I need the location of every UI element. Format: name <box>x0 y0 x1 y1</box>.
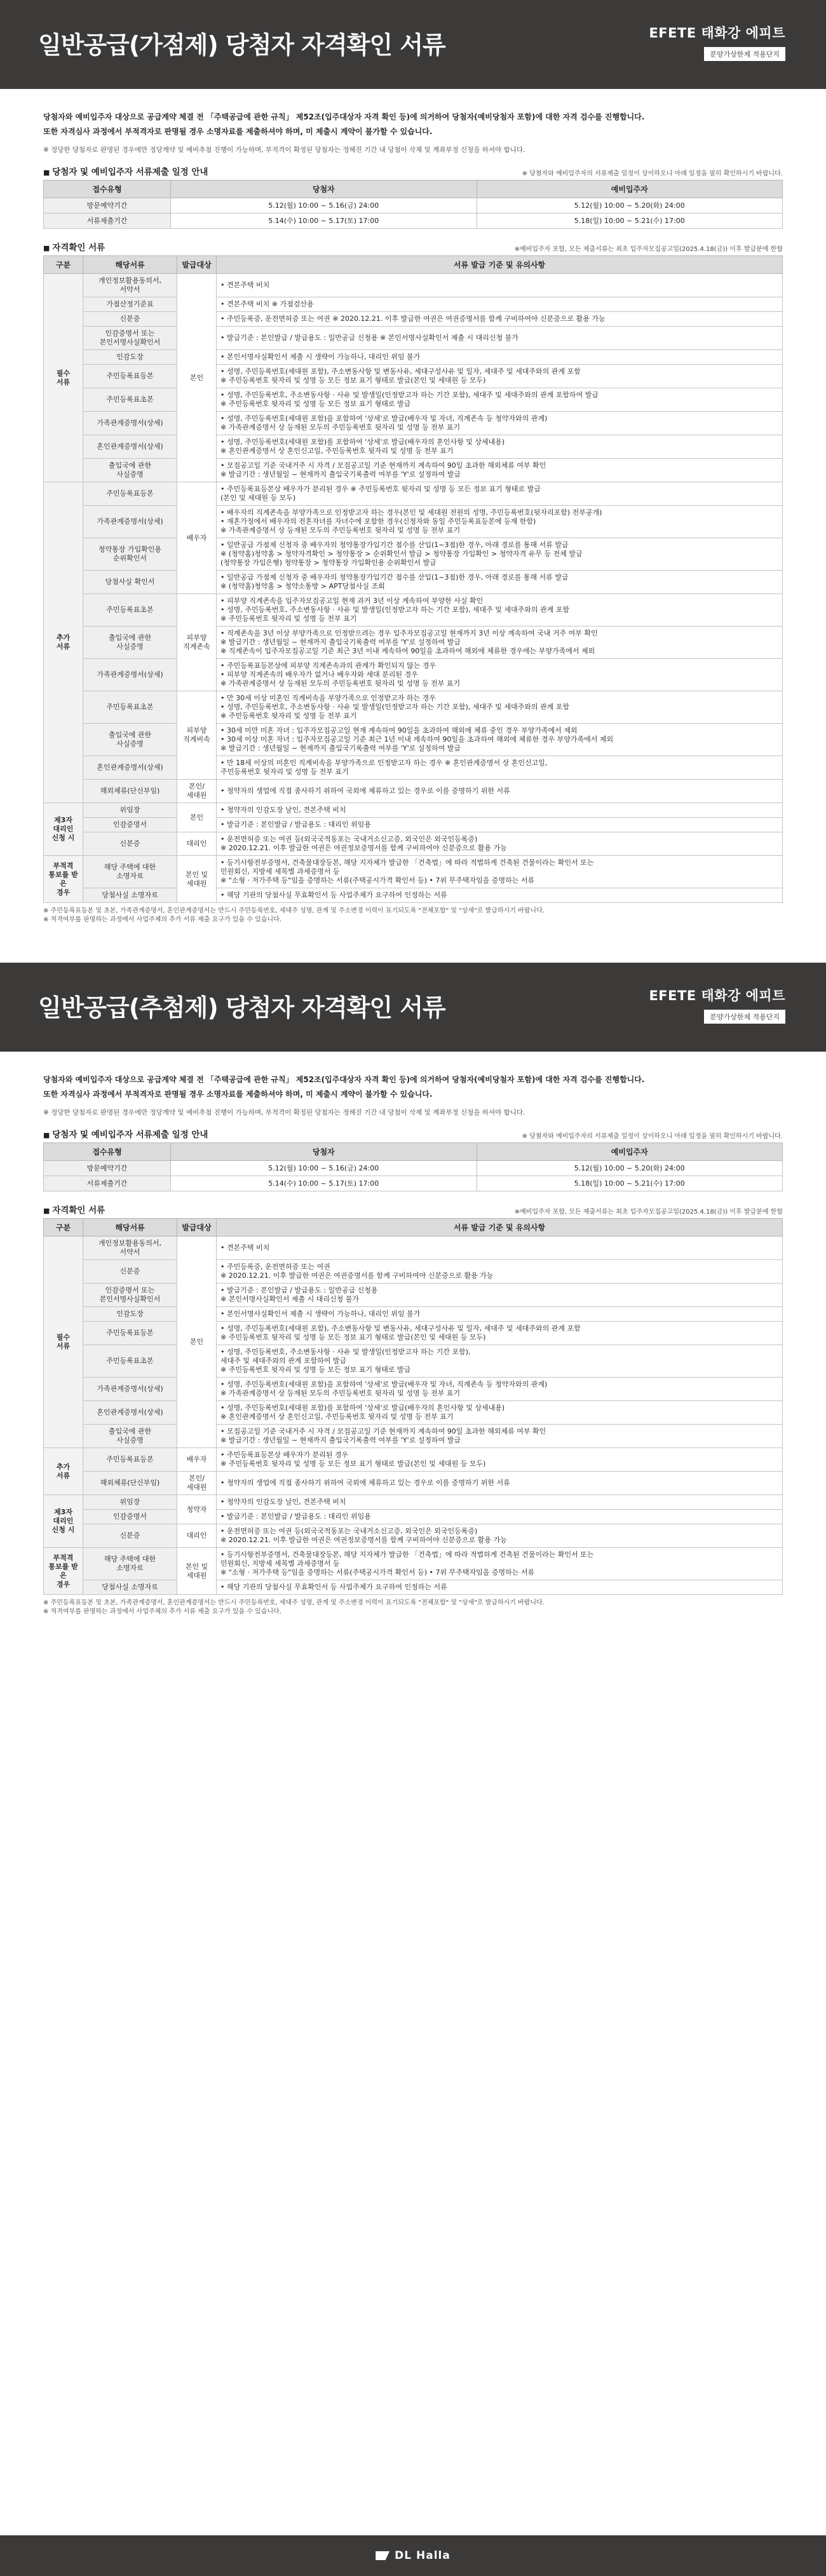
document-row <box>44 506 783 538</box>
document-name: 인감도장 <box>83 1307 177 1322</box>
document-row <box>44 1401 783 1425</box>
schedule-title: ■ 당첨자 및 예비입주자 서류제출 일정 안내 <box>43 165 208 177</box>
document-criteria: • 청약자의 생업에 직접 종사하기 위하여 국외에 체류하고 있는 경우로 이를 증명하기 위한 서류 <box>217 780 783 803</box>
schedule-cell: 5.12(월) 10:00 ~ 5.16(금) 24:00 <box>171 198 477 214</box>
brand-name: EFETE 태화강 에피트 <box>649 25 785 41</box>
document-name: 신분증 <box>83 1260 177 1284</box>
document-name: 주민등록표등본 <box>83 482 177 506</box>
document-criteria: • 본인서명사실확인서 제출 시 생략이 가능하나, 대리인 위임 불가 <box>217 350 783 365</box>
documents-note: ※예비입주자 포함, 모든 제출서류는 최초 입주자모집공고일(2025.4.18(금)) 이후 발급분에 한함 <box>514 1209 783 1216</box>
schedule-cell: 5.12(월) 10:00 ~ 5.20(화) 24:00 <box>477 1161 783 1176</box>
document-row <box>44 538 783 571</box>
group-label: 추가 서류 <box>44 482 83 803</box>
document-name: 개인정보활용동의서, 서약서 <box>83 274 177 297</box>
document-name: 인감증명서 또는 본인서명사실확인서 <box>83 1284 177 1307</box>
document-criteria: • 만 30세 이상 미혼인 직계비속을 부양가족으로 인정받고자 하는 경우 • 성명, 주민등록번호, 주소변동사항 · 사유 및 발생일(인정받고자 하는 기간 포함), 세대주 및 세대주와의 관계 포함 ※ 주민등록번호 뒷자리 및 성명 등 전부 표기 <box>217 691 783 724</box>
document-row <box>44 659 783 691</box>
document-name: 해당 주택에 대한 소명자료 <box>83 856 177 888</box>
footer-logo-bar <box>0 2535 826 2576</box>
document-criteria: • 운전면허증 또는 여권 등(외국국적동포는 국내거소신고증, 외국인은 외국인등록증) ※ 2020.12.21. 이후 발급한 여권은 여권정보증명서를 함께 구비하여야 신분증으로 활용 가능 <box>217 1524 783 1548</box>
issue-target: 본인 및 세대원 <box>177 856 217 903</box>
documents-header: 발급대상 <box>177 1219 217 1237</box>
brand-badge: 분양가상한제 적용단지 <box>704 1010 785 1024</box>
document-name: 인감증명서 <box>83 818 177 832</box>
document-name: 출입국에 관한 사실증명 <box>83 459 177 482</box>
schedule-cell: 5.12(월) 10:00 ~ 5.16(금) 24:00 <box>171 1161 477 1176</box>
document-name: 청약통장 가입확인용 순위확인서 <box>83 538 177 571</box>
document-name: 가족관계증명서(상세) <box>83 1378 177 1401</box>
document-criteria: • 주민등록증, 운전면허증 또는 여권 ※ 2020.12.21. 이후 발급한 여권은 여권증명서를 함께 구비하여야 신분증으로 활용 가능 <box>217 312 783 327</box>
document-criteria: • 청약자의 인감도장 날인, 견본주택 비치 <box>217 803 783 818</box>
documents-body <box>44 1237 783 1595</box>
document-criteria: • 발급기준 : 본인발급 / 발급용도 : 일반공급 신청용 ※ 본인서명사실확인서 제출 시 대리신청 불가 <box>217 1284 783 1307</box>
document-name: 신분증 <box>83 1524 177 1548</box>
document-name: 가족관계증명서(상세) <box>83 659 177 691</box>
document-criteria: • 운전면허증 또는 여권 등(외국국적동포는 국내거소신고증, 외국인은 외국인등록증) ※ 2020.12.21. 이후 발급한 여권은 여권정보증명서를 함께 구비하여야 신분증으로 활용 가능 <box>217 832 783 856</box>
documents-table <box>43 255 783 903</box>
documents-header: 해당서류 <box>83 1219 177 1237</box>
document-criteria: • 30세 미만 미혼 자녀 : 입주자모집공고일 현재 계속하여 90일을 초과하여 해외에 체류 중인 경우 부양가족에서 제외 • 30세 이상 미혼 자녀 : 입주자모집공고일 기준 최근 1년 이내 계속하여 90일을 초과하여 해외에 체류한 경우 부양가족에서 제외 ※ 발급기간 : 생년월일 ~ 현재까지 출입국기록출력 여부를 'Y'로 설정하여 발급 <box>217 724 783 756</box>
documents-header: 구분 <box>44 1219 83 1237</box>
document-name: 신분증 <box>83 832 177 856</box>
issue-target: 배우자 <box>177 1448 217 1472</box>
dl-logo-icon <box>376 2551 389 2560</box>
document-name: 주민등록표등본 <box>83 1322 177 1345</box>
footnote: ※ 적격여부를 판명하는 과정에서 사업주체의 추가 서류 제출 요구가 있을 수 있습니다. <box>43 916 281 923</box>
issue-target: 대리인 <box>177 1524 217 1548</box>
document-row <box>44 459 783 482</box>
schedule-row <box>44 1161 783 1176</box>
document-criteria: • 성명, 주민등록번호, 주소변동사항 · 사유 및 발생일(인정받고자 하는 기간 포함), 세대주 및 세대주와의 관계 포함하여 발급 ※ 주민등록번호 뒷자리 및 성명 등 모든 정보 표기 형태로 발급 <box>217 388 783 412</box>
document-criteria: • 견본주택 비치 <box>217 1237 783 1260</box>
document-criteria: • 등기사항전부증명서, 건축물대장등본, 해당 지자체가 발급한 「건축법」에 따라 적법하게 건축된 건물이라는 확인서 또는 민원회신, 지방세 세목별 과세증명서 등 ※ "소형 · 저가주택 등"임을 증명하는 서류(주택공시가격 확인서 등) • 7위 무주택자임을 증명하는 서류 <box>217 1548 783 1580</box>
document-name: 인감도장 <box>83 350 177 365</box>
intro-line-2: 또한 자격심사 과정에서 부적격자로 판명될 경우 소명자료를 제출하셔야 하며, 미 제출시 계약이 불가할 수 있습니다. <box>43 1090 433 1099</box>
document-name: 위임장 <box>83 803 177 818</box>
schedule-cell: 방문예약기간 <box>44 1161 171 1176</box>
document-row <box>44 412 783 435</box>
document-name: 해외체류(단신부임) <box>83 1472 177 1495</box>
document-criteria: • 모집공고일 기준 국내거주 시 자격 / 모집공고일 기준 현재까지 계속하여 90일 초과한 해외체류 여부 확인 ※ 발급기간 : 생년월일 ~ 현재까지 출입국기록출력 여부를 'Y'로 설정하여 발급 <box>217 1425 783 1448</box>
document-row <box>44 1345 783 1378</box>
group-label: 필수 서류 <box>44 274 83 482</box>
document-row <box>44 327 783 350</box>
document-row <box>44 594 783 627</box>
document-name: 인감증명서 <box>83 1510 177 1524</box>
document-name: 혼인관계증명서(상세) <box>83 1401 177 1425</box>
documents-title: ■ 자격확인 서류 <box>43 1203 105 1216</box>
footer-logo-text: DL Halla <box>395 2549 450 2562</box>
schedule-note: ※ 당첨자와 예비입주자의 서류제출 일정이 상이하오니 아래 일정을 필히 확인하시기 바랍니다. <box>522 170 783 177</box>
document-criteria: • 견본주택 비치 <box>217 274 783 297</box>
document-criteria: • 해당 기관의 당첨사실 무효확인서 등 사업주체가 요구하여 인정하는 서류 <box>217 888 783 903</box>
section-point-system <box>0 0 826 925</box>
document-name: 주민등록표초본 <box>83 388 177 412</box>
brand-badge: 분양가상한제 적용단지 <box>704 47 785 61</box>
document-name: 주민등록표등본 <box>83 365 177 388</box>
document-criteria: • 발급기준 : 본인발급 / 발급용도 : 대리인 위임용 <box>217 818 783 832</box>
document-name: 가족관계증명서(상세) <box>83 412 177 435</box>
document-row <box>44 780 783 803</box>
schedule-row <box>44 198 783 214</box>
document-criteria: • 모집공고일 기준 국내거주 시 자격 / 모집공고일 기준 현재까지 계속하여 90일 초과한 해외체류 여부 확인 ※ 발급기간 : 생년월일 ~ 현재까지 출입국기록출력 여부를 'Y'로 설정하여 발급 <box>217 459 783 482</box>
schedule-header: 접수유형 <box>44 180 171 198</box>
document-row <box>44 571 783 594</box>
document-row <box>44 1284 783 1307</box>
document-name: 주민등록표초본 <box>83 691 177 724</box>
document-row <box>44 1260 783 1284</box>
footnote: ※ 적격여부를 판명하는 과정에서 사업주체의 추가 서류 제출 요구가 있을 수 있습니다. <box>43 1608 281 1615</box>
document-criteria: • 주민등록표등본상 배우자가 분리된 경우 ※ 주민등록번호 뒷자리 및 성명 등 모든 정보 표기 형태로 발급(본인 및 세대원 등 모두) <box>217 1448 783 1472</box>
documents-header: 발급대상 <box>177 256 217 274</box>
document-criteria: • 주민등록증, 운전면허증 또는 여권 ※ 2020.12.21. 이후 발급한 여권은 여권증명서를 함께 구비하여야 신분증으로 활용 가능 <box>217 1260 783 1284</box>
document-name: 개인정보활용동의서, 서약서 <box>83 1237 177 1260</box>
document-row <box>44 1580 783 1595</box>
documents-header: 구분 <box>44 256 83 274</box>
document-criteria: • 성명, 주민등록번호(세대원 포함)를 포함하여 '상세'로 발급(배우자의 혼인사항 및 상세내용) ※ 혼인관계증명서 상 혼인신고일, 주민등록번호 뒷자리 및 성명 등 전부 표기 <box>217 435 783 459</box>
page-title: 일반공급(추첨제) 당첨자 자격확인 서류 <box>38 994 445 1022</box>
document-criteria: • 성명, 주민등록번호, 주소변동사항 · 사유 및 발생일(인정받고자 하는 기간 포함), 세대주 및 세대주와의 관계 포함하여 발급 ※ 주민등록번호 뒷자리 및 성명 등 모든 정보 표기 형태로 발급 <box>217 1345 783 1378</box>
document-criteria: • 발급기준 : 본인발급 / 발급용도 : 일반공급 신청용 ※ 본인서명사실확인서 제출 시 대리신청 불가 <box>217 327 783 350</box>
issue-target: 본인 <box>177 274 217 482</box>
document-criteria: • 성명, 주민등록번호(세대원 포함)을 포함하여 '상세'로 발급(배우자 및 자녀, 직계존속 등 청약자와의 관계) ※ 가족관계증명서 상 등재된 모두의 주민등록번호 뒷자리 및 성명 등 전부 표기 <box>217 412 783 435</box>
document-name: 가족관계증명서(상세) <box>83 506 177 538</box>
schedule-header: 예비입주자 <box>477 180 783 198</box>
issue-target: 배우자 <box>177 482 217 594</box>
issue-target: 피부양 직계비속 <box>177 691 217 780</box>
document-criteria: • 등기사항전부증명서, 건축물대장등본, 해당 지자체가 발급한 「건축법」에 따라 적법하게 건축된 건물이라는 확인서 또는 민원회신, 지방세 세목별 과세증명서 등 ※ "소형 · 저가주택 등"임을 증명하는 서류(주택공시가격 확인서 등) • 7위 무주택자임을 증명하는 서류 <box>217 856 783 888</box>
issue-target: 피부양 직계존속 <box>177 594 217 691</box>
issue-target: 본인/ 세대원 <box>177 780 217 803</box>
documents-header: 서류 발급 기준 및 유의사항 <box>217 256 783 274</box>
schedule-header: 예비입주자 <box>477 1143 783 1161</box>
document-name: 인감증명서 또는 본인서명사실확인서 <box>83 327 177 350</box>
document-criteria: • 성명, 주민등록번호(세대원 포함), 주소변동사항 및 변동사유, 세대구성사유 및 일자, 세대주 및 세대주와의 관계 포함 ※ 주민등록번호 뒷자리 및 성명 등 모든 정보 표기 형태로 발급(본인 및 세대원 등 모두) <box>217 365 783 388</box>
document-criteria: • 발급기준 : 본인발급 / 발급용도 : 대리인 위임용 <box>217 1510 783 1524</box>
document-row <box>44 274 783 297</box>
document-row <box>44 1495 783 1510</box>
document-criteria: • 성명, 주민등록번호(세대원 포함), 주소변동사항 및 변동사유, 세대구성사유 및 일자, 세대주 및 세대주와의 관계 포함 ※ 주민등록번호 뒷자리 및 성명 등 모든 정보 표기 형태로 발급(본인 및 세대원 등 모두) <box>217 1322 783 1345</box>
document-row <box>44 350 783 365</box>
document-name: 주민등록표초본 <box>83 594 177 627</box>
document-row <box>44 832 783 856</box>
document-row <box>44 691 783 724</box>
footnote: ※ 주민등록표등본 및 초본, 가족관계증명서, 혼인관계증명서는 반드시 주민등록번호, 세대주 성명, 관계 및 주소변경 이력이 표기되도록 "전체포함" 및 "상세"로 발급하시기 바랍니다. <box>43 1599 545 1606</box>
document-row <box>44 482 783 506</box>
document-criteria: • 성명, 주민등록번호(세대원 포함)를 포함하여 '상세'로 발급(배우자의 혼인사항 및 상세내용) ※ 혼인관계증명서 상 혼인신고일, 주민등록번호 뒷자리 및 성명 등 전부 표기 <box>217 1401 783 1425</box>
issue-target: 청약자 <box>177 1495 217 1524</box>
document-row <box>44 724 783 756</box>
document-criteria: • 청약자의 생업에 직접 종사하기 위하여 국외에 체류하고 있는 경우로 이를 증명하기 위한 서류 <box>217 1472 783 1495</box>
document-criteria: • 주민등록표등본상에 피부양 직계존속과의 관계가 확인되지 않는 경우 • 피부양 직계존속의 배우자가 없거나 배우자와 세대 분리된 경우 ※ 가족관계증명서 상 등재된 모두의 주민등록번호 뒷자리 및 성명 등 전부 표기 <box>217 659 783 691</box>
group-label: 부적격 통보를 받은 경우 <box>44 856 83 903</box>
document-row <box>44 1322 783 1345</box>
documents-title: ■ 자격확인 서류 <box>43 240 105 253</box>
schedule-title: ■ 당첨자 및 예비입주자 서류제출 일정 안내 <box>43 1127 208 1140</box>
document-row <box>44 388 783 412</box>
document-row <box>44 818 783 832</box>
group-label: 제3자 대리인 신청 시 <box>44 1495 83 1548</box>
document-name: 신분증 <box>83 312 177 327</box>
document-name: 주민등록표등본 <box>83 1448 177 1472</box>
intro-line-1: 당첨자와 예비입주자 대상으로 공급계약 체결 전 「주택공급에 관한 규칙」 제52조(입주대상자 자격 확인 등)에 의거하여 당첨자(예비당첨자 포함)에 대한 자격 검수를 진행합니다. <box>43 112 645 121</box>
document-name: 당첨사실 소명자료 <box>83 888 177 903</box>
document-criteria: • 청약자의 인감도장 날인, 견본주택 비치 <box>217 1495 783 1510</box>
issue-target: 본인 및 세대원 <box>177 1548 217 1595</box>
document-name: 혼인관계증명서(상세) <box>83 435 177 459</box>
section-lottery-system <box>0 963 826 1617</box>
schedule-cell: 서류제출기간 <box>44 214 171 229</box>
document-criteria: • 해당 기관의 당첨사실 무효확인서 등 사업주체가 요구하여 인정하는 서류 <box>217 1580 783 1595</box>
document-row <box>44 1378 783 1401</box>
document-criteria: • 만 18세 이상의 미혼인 직계비속을 부양가족으로 인정받고자 하는 경우 ※ 혼인관계증명서 상 혼인신고일, 주민등록번호 뒷자리 및 성명 등 전부 표기 <box>217 756 783 780</box>
document-name: 출입국에 관한 사실증명 <box>83 1425 177 1448</box>
document-criteria: • 피부양 직계존속을 입주자모집공고일 현재 과거 3년 이상 계속하여 부양한 사실 확인 • 성명, 주민등록번호, 주소변동사항 · 사유 및 발생일(인정받고자 하는 기간 포함), 세대주 및 세대주와의 관계 포함 ※ 주민등록번호 뒷자리 및 성명 등 전부 표기 <box>217 594 783 627</box>
schedule-header: 당첨자 <box>171 1143 477 1161</box>
document-row <box>44 1524 783 1548</box>
document-name: 주민등록표초본 <box>83 1345 177 1378</box>
schedule-cell: 5.14(수) 10:00 ~ 5.17(토) 17:00 <box>171 214 477 229</box>
brand-name: EFETE 태화강 에피트 <box>649 988 785 1003</box>
document-name: 혼인관계증명서(상세) <box>83 756 177 780</box>
document-criteria: • 주민등록표등본상 배우자가 분리된 경우 ※ 주민등록번호 뒷자리 및 성명 등 모든 정보 표기 형태로 발급 (본인 및 세대원 등 모두) <box>217 482 783 506</box>
schedule-header: 당첨자 <box>171 180 477 198</box>
brand-block <box>626 986 785 1024</box>
document-row <box>44 756 783 780</box>
document-row <box>44 297 783 312</box>
issue-target: 본인/ 세대원 <box>177 1472 217 1495</box>
document-name: 출입국에 관한 사실증명 <box>83 627 177 659</box>
document-row <box>44 1237 783 1260</box>
schedule-table <box>43 1142 783 1191</box>
document-name: 가점산정기준표 <box>83 297 177 312</box>
documents-header: 서류 발급 기준 및 유의사항 <box>217 1219 783 1237</box>
document-criteria: • 본인서명사실확인서 제출 시 생략이 가능하나, 대리인 위임 불가 <box>217 1307 783 1322</box>
document-criteria: • 견본주택 비치 ※ 가점검산용 <box>217 297 783 312</box>
schedule-row <box>44 214 783 229</box>
schedule-note: ※ 당첨자와 예비입주자의 서류제출 일정이 상이하오니 아래 일정을 필히 확인하시기 바랍니다. <box>522 1133 783 1140</box>
footnote: ※ 주민등록표등본 및 초본, 가족관계증명서, 혼인관계증명서는 반드시 주민등록번호, 세대주 성명, 관계 및 주소변경 이력이 표기되도록 "전체포함" 및 "상세"로 발급하시기 바랍니다. <box>43 907 545 914</box>
schedule-cell: 방문예약기간 <box>44 198 171 214</box>
schedule-cell: 5.14(수) 10:00 ~ 5.17(토) 17:00 <box>171 1176 477 1191</box>
document-criteria: • 배우자의 직계존속을 부양가족으로 인정받고자 하는 경우(본인 및 세대원 전원의 성명, 주민등록번호(뒷자리포함) 전부공개) • 재혼가정에서 배우자의 전혼자녀를 자녀수에 포함한 경우(신청자와 동일 주민등록표등본에 등재 한함) ※ 가족관계증명서 상 등재된 모두의 주민등록번호 뒷자리 및 성명 등 전부 표기 <box>217 506 783 538</box>
issue-target: 대리인 <box>177 832 217 856</box>
document-name: 출입국에 관한 사실증명 <box>83 724 177 756</box>
schedule-cell: 5.18(일) 10:00 ~ 5.21(수) 17:00 <box>477 1176 783 1191</box>
document-row <box>44 1307 783 1322</box>
page-title: 일반공급(가점제) 당첨자 자격확인 서류 <box>38 31 445 59</box>
schedule-row <box>44 1176 783 1191</box>
section-header <box>0 0 826 89</box>
intro-note: ※ 정당한 당첨자로 판명된 경우에만 정당계약 및 예비추첨 진행이 가능하며, 부적격이 확정된 당첨자는 정해진 기간 내 당첨이 삭제 및 계좌부정 신청을 하셔야 합니다. <box>43 146 525 154</box>
schedule-header: 접수유형 <box>44 1143 171 1161</box>
document-name: 해당 주택에 대한 소명자료 <box>83 1548 177 1580</box>
document-name: 위임장 <box>83 1495 177 1510</box>
documents-body <box>44 274 783 903</box>
schedule-table <box>43 180 783 229</box>
document-row <box>44 1548 783 1580</box>
document-name: 당첨사실 확인서 <box>83 571 177 594</box>
documents-note: ※예비입주자 포함, 모든 제출서류는 최초 입주자모집공고일(2025.4.18(금)) 이후 발급분에 한함 <box>514 246 783 253</box>
intro-note: ※ 정당한 당첨자로 판명된 경우에만 정당계약 및 예비추첨 진행이 가능하며, 부적격이 확정된 당첨자는 정해진 기간 내 당첨이 삭제 및 계좌부정 신청을 하셔야 합니다. <box>43 1109 525 1116</box>
intro-line-2: 또한 자격심사 과정에서 부적격자로 판명될 경우 소명자료를 제출하셔야 하며, 미 제출시 계약이 불가할 수 있습니다. <box>43 127 433 136</box>
group-label: 부적격 통보를 받은 경우 <box>44 1548 83 1595</box>
document-row <box>44 1425 783 1448</box>
schedule-cell: 서류제출기간 <box>44 1176 171 1191</box>
documents-header: 해당서류 <box>83 256 177 274</box>
section-header <box>0 963 826 1052</box>
document-row <box>44 856 783 888</box>
brand-block <box>626 23 785 61</box>
schedule-cell: 5.18(일) 10:00 ~ 5.21(수) 17:00 <box>477 214 783 229</box>
document-row <box>44 1472 783 1495</box>
document-criteria: • 성명, 주민등록번호(세대원 포함)을 포함하여 '상세'로 발급(배우자 및 자녀, 직계존속 등 청약자와의 관계) ※ 가족관계증명서 상 등재된 모두의 주민등록번호 뒷자리 및 성명 등 전부 표기 <box>217 1378 783 1401</box>
document-row <box>44 888 783 903</box>
documents-table <box>43 1218 783 1595</box>
issue-target: 본인 <box>177 1237 217 1448</box>
document-row <box>44 627 783 659</box>
document-row <box>44 1448 783 1472</box>
schedule-cell: 5.12(월) 10:00 ~ 5.20(화) 24:00 <box>477 198 783 214</box>
document-row <box>44 312 783 327</box>
intro-line-1: 당첨자와 예비입주자 대상으로 공급계약 체결 전 「주택공급에 관한 규칙」 제52조(입주대상자 자격 확인 등)에 의거하여 당첨자(예비당첨자 포함)에 대한 자격 검수를 진행합니다. <box>43 1075 645 1084</box>
document-name: 당첨사실 소명자료 <box>83 1580 177 1595</box>
document-row <box>44 1510 783 1524</box>
document-criteria: • 일반공급 가점제 신청자 중 배우자의 청약통장가입기간 점수를 산입(1~3점)한 경우, 아래 경로를 통해 서류 발급 ※ (청약홈)청약홈 > 청약자격확인 > 청약통장 > 순위확인서 발급 > 청약통장 가입확인 > 청약자격 유무 등 전체 발급 (청약통장 가입은행) 청약통장 > 청약통장 가입확인용 순위확인서 발급 <box>217 538 783 571</box>
document-row <box>44 803 783 818</box>
group-label: 추가 서류 <box>44 1448 83 1495</box>
document-row <box>44 365 783 388</box>
document-row <box>44 435 783 459</box>
group-label: 필수 서류 <box>44 1237 83 1448</box>
issue-target: 본인 <box>177 803 217 832</box>
document-criteria: • 직계존속을 3년 이상 부양가족으로 인정받으려는 경우 입주자모집공고일 현재까지 3년 이상 계속하여 국내 거주 여부 확인 ※ 발급기간 : 생년월일 ~ 현재까지 출입국기록출력 여부를 'Y'로 설정하여 발급 ※ 직계존속이 입주자모집공고일 기준 최근 3년 이내 계속하여 90일을 초과하여 해외에 체류한 경우에는 부양가족에서 제외 <box>217 627 783 659</box>
group-label: 제3자 대리인 신청 시 <box>44 803 83 856</box>
document-name: 해외체류(단신부임) <box>83 780 177 803</box>
document-criteria: • 일반공급 가점제 신청자 중 배우자의 청약통장가입기간 점수를 산입(1~3점)한 경우, 아래 경로를 통해 서류 발급 ※ (청약홈)청약홈 > 청약소통방 > APT당첨사실 조회 <box>217 571 783 594</box>
